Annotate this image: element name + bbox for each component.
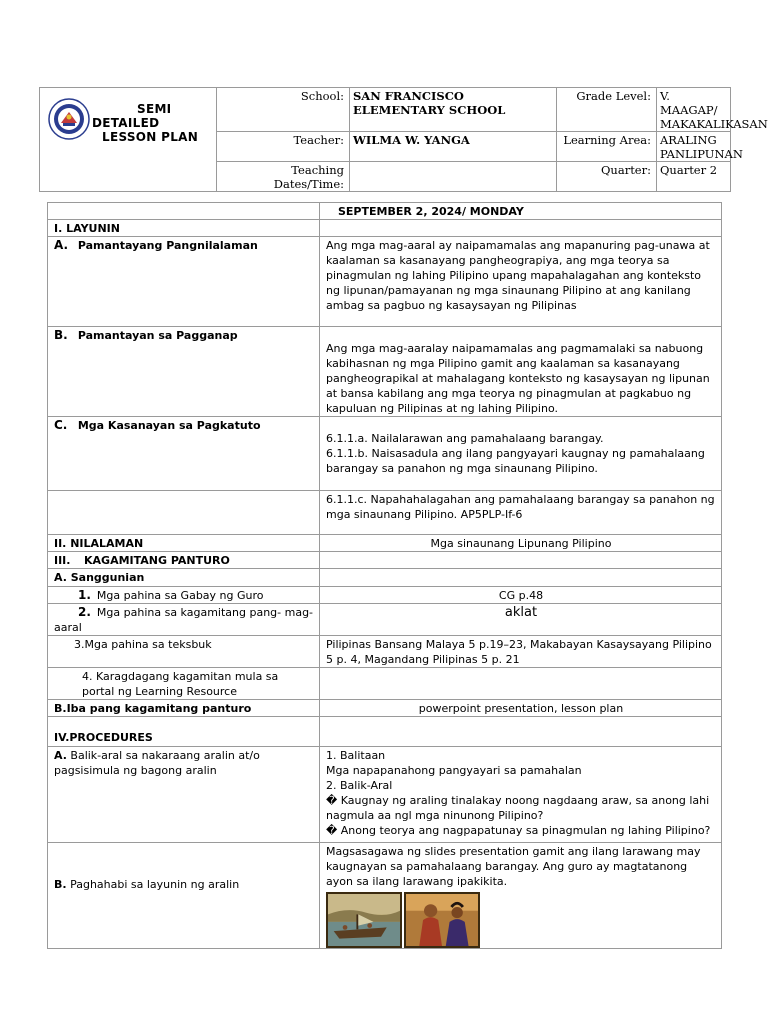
blank-cell — [48, 203, 320, 220]
item-label: Paghahabi sa layunin ng aralin — [70, 877, 240, 891]
learning-area-label: Learning Area: — [557, 132, 657, 162]
paghahabi-label — [48, 843, 320, 949]
item-label: Mga Kasanayan sa Pagkatuto — [77, 419, 261, 432]
barangay-boat-image — [326, 892, 402, 948]
procedure-line: � Anong teorya ang nagpapatunay sa pinagmulan ng lahing Pilipino? — [326, 824, 711, 837]
quarter-value: Quarter 2 — [657, 162, 731, 192]
procedure-line: � Kaugnay ng araling tinalakay noong nagdaang araw, sa anong lahi nagmula aa ngl mga ninunong Pilipino? — [326, 794, 710, 822]
blank-cell — [48, 491, 320, 535]
gabay-guro-label — [48, 587, 320, 604]
pamantayang-pangnilalaman-label — [48, 237, 320, 327]
item-number: 2. — [78, 605, 91, 619]
kasanayan-extra-text: 6.1.1.c. Napahahalagahan ang pamahalaang barangay sa panahon ng mga sinaunang Pilipino. AP5PLP-If-6 — [320, 491, 722, 535]
layunin-heading: I. LAYUNIN — [48, 220, 320, 237]
gabay-guro-value: CG p.48 — [320, 587, 722, 604]
kasanayan-label — [48, 417, 320, 491]
iba-pang-kagamitan-label: B.Iba pang kagamitang panturo — [48, 700, 320, 717]
procedures-heading: IV.PROCEDURES — [48, 717, 320, 747]
sanggunian-heading: A. Sanggunian — [48, 569, 320, 587]
teacher-label: Teacher: — [217, 132, 350, 162]
sinaunang-pilipino-image — [404, 892, 480, 948]
item-label: Mga pahina sa Gabay ng Guro — [96, 589, 264, 602]
teacher-value: WILMA W. YANGA — [350, 132, 557, 162]
teksbuk-value: Pilipinas Bansang Malaya 5 p.19–23, Makabayan Kasaysayang Pilipino 5 p. 4, Magandang Pilipinas 5 p. 21 — [320, 636, 722, 668]
item-letter: B. — [54, 328, 68, 342]
teaching-dates-label: Teaching Dates/Time: — [217, 162, 350, 192]
teksbuk-label: 3.Mga pahina sa teksbuk — [48, 636, 320, 668]
learning-resource-label: 4. Karagdagang kagamitan mula sa portal ng Learning Resource — [48, 668, 320, 700]
quarter-label: Quarter: — [557, 162, 657, 192]
balik-aral-text — [320, 747, 722, 843]
item-label: Balik-aral sa nakaraang aralin at/o pagsisimula ng bagong aralin — [54, 749, 260, 777]
procedure-line: 1. Balitaan — [326, 749, 386, 762]
learning-area-value: ARALING PANLIPUNAN — [657, 132, 731, 162]
nilalaman-label: II. NILALAMAN — [48, 535, 320, 552]
section-number: III. — [54, 554, 71, 567]
item-number: 1. — [78, 588, 91, 602]
procedure-line: Mga napapanahong pangyayari sa pamahalan — [326, 764, 582, 777]
date-heading: SEPTEMBER 2, 2024/ MONDAY — [320, 203, 722, 220]
balik-aral-label — [48, 747, 320, 843]
school-header-table — [39, 87, 768, 192]
kagamitang-mag-aaral-value: aklat — [320, 604, 722, 636]
section-label: KAGAMITANG PANTURO — [84, 554, 230, 567]
kagamitang-mag-aaral-label — [48, 604, 320, 636]
larawan-row — [326, 892, 716, 948]
item-letter: A. — [54, 238, 69, 252]
item-letter: B. — [54, 877, 67, 891]
blank-cell — [320, 668, 722, 700]
grade-level-value: V. MAAGAP/ MAKAKALIKASAN — [657, 88, 731, 132]
item-label: Pamantayan sa Pagganap — [77, 329, 238, 342]
title-line: DETAILED — [92, 116, 160, 130]
blank-cell — [320, 552, 722, 569]
blank-cell — [320, 220, 722, 237]
kasanayan-text — [320, 417, 722, 491]
kasanayan-line: 6.1.1.a. Nailalarawan ang pamahalaang barangay. — [326, 432, 604, 445]
item-label: Mga pahina sa kagamitang pang- mag-aaral — [54, 606, 314, 634]
blank-cell — [320, 717, 722, 747]
pamantayang-pangnilalaman-text: Ang mga mag-aaral ay naipamamalas ang mapanuring pag-unawa at kaalaman sa kasanayang pangheograpiya, ang mga teorya sa pinagmulan ng lahing Pilipino upang mapahalagahan ang konteksto ng lipunan/pamayanan ng mga sinaunang Pilipino at ang kanilang ambag sa pagbuo ng kasaysayan ng Pilipinas — [320, 237, 722, 327]
paghahabi-cell — [320, 843, 722, 949]
teaching-dates-value — [350, 162, 557, 192]
school-label: School: — [217, 88, 350, 132]
pamantayan-sa-pagganap-label — [48, 327, 320, 417]
title-cell — [40, 88, 217, 192]
item-letter: C. — [54, 418, 68, 432]
grade-level-label: Grade Level: — [557, 88, 657, 132]
iba-pang-kagamitan-value: powerpoint presentation, lesson plan — [320, 700, 722, 717]
paghahabi-text: Magsasagawa ng slides presentation gamit ang ilang larawang may kaugnayan sa pamahalaang barangay. Ang guro ay magtatanong ayon sa ilang larawang ipakikita. — [326, 845, 701, 888]
pamantayan-sa-pagganap-text: Ang mga mag-aaralay naipamamalas ang pagmamalaki sa nabuong kabihasnan ng mga Pilipino gamit ang kaalaman sa kasanayang pangheograpikal at mahalagang konteksto ng kasaysayan ng lipunan at bansa kabilang ang mga teorya ng pinagmulan at pagkabuo ng kapuluan ng Pilipinas at ng lahing Pilipino. — [320, 327, 722, 417]
school-value: SAN FRANCISCO ELEMENTARY SCHOOL — [350, 88, 557, 132]
item-letter: A. — [54, 749, 67, 762]
title-line: SEMI — [137, 102, 172, 116]
blank-cell — [320, 569, 722, 587]
nilalaman-value: Mga sinaunang Lipunang Pilipino — [320, 535, 722, 552]
kagamitan-heading — [48, 552, 320, 569]
kasanayan-line: 6.1.1.b. Naisasadula ang ilang pangyayari kaugnay ng pamahalaang barangay sa panahon ng mga sinaunang Pilipino. — [326, 447, 705, 475]
lesson-plan-title — [90, 102, 220, 144]
lesson-plan-table — [47, 202, 722, 949]
procedure-line: 2. Balik-Aral — [326, 779, 393, 792]
deped-seal-icon — [48, 98, 90, 140]
title-line: LESSON PLAN — [102, 130, 199, 144]
item-label: Pamantayang Pangnilalaman — [77, 239, 258, 252]
